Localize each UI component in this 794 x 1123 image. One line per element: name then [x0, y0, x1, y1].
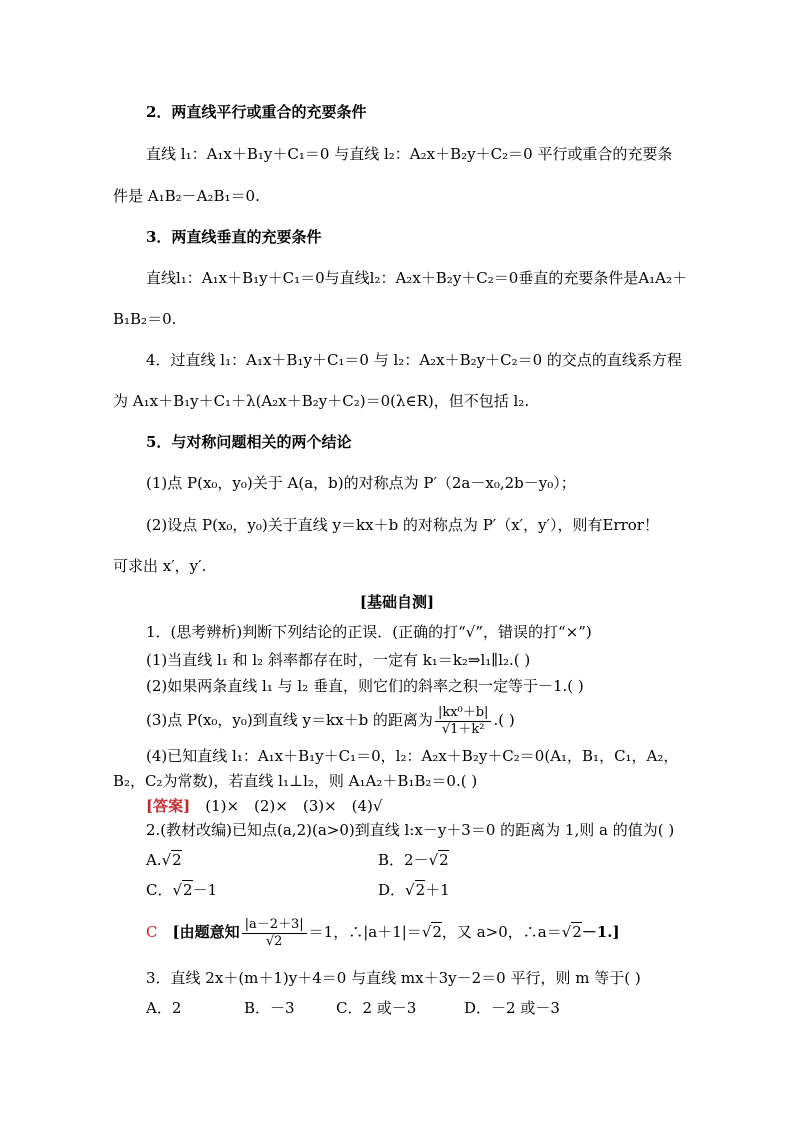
- answer-text: (1)× (2)× (3)× (4)√: [205, 797, 383, 815]
- q2-solution-mid: ＝1，∴|a＋1|＝: [308, 923, 422, 941]
- q1-s3-radicand: 1＋k²: [450, 721, 485, 737]
- q2-solution-sqrt-1: √2: [421, 923, 442, 941]
- q2-stem: 2.(教材改编)已知点(a,2)(a>0)到直线 l:x－y＋3＝0 的距离为 1,则 a 的值为( ): [146, 821, 675, 839]
- q1-s3-denominator: √1＋k²: [441, 721, 485, 737]
- q2-option-a-label: A.: [146, 851, 162, 869]
- section2-line2: 件是 A₁B₂－A₂B₁＝0.: [113, 187, 260, 205]
- q3-option-b: B．－3: [244, 999, 295, 1017]
- q1-answer: [146, 796, 382, 816]
- q3-option-c: C．2 或－3: [336, 999, 417, 1017]
- q2-option-a-sqrt: √2: [161, 851, 182, 869]
- self-test-title: [基础自测]: [359, 593, 435, 611]
- q2-option-c: [146, 880, 217, 900]
- section5-item2-cont: 可求出 x′，y′.: [113, 557, 207, 575]
- q2-solution-sqrt-2: √2: [561, 923, 582, 941]
- section3-line2: B₁B₂＝0.: [113, 310, 177, 328]
- q2-option-c-radicand: 2: [183, 881, 193, 899]
- q2-option-b: [378, 850, 449, 870]
- q2-option-b-radicand: 2: [439, 851, 449, 869]
- q2-solution-numerator: |a－2＋3|: [242, 917, 307, 934]
- q3-stem: 3．直线 2x＋(m＋1)y＋4＝0 与直线 mx＋3y－2＝0 平行，则 m 等于( ): [146, 969, 641, 987]
- section5-heading: 5．与对称问题相关的两个结论: [146, 433, 352, 451]
- q3-option-d: D．－2 或－3: [464, 999, 560, 1017]
- section5-item2: (2)设点 P(x₀，y₀)关于直线 y＝kx＋b 的对称点为 P′（x′，y′），则有Error！: [146, 516, 659, 534]
- q1-s3-prefix: (3)点 P(x₀，y₀)到直线 y＝kx＋b 的距离为: [146, 711, 433, 729]
- q2-solution-mid2: ，又 a>0，∴a＝: [441, 923, 562, 941]
- q1-statement-3: [146, 702, 515, 738]
- q2-solution-radicand-1: 2: [432, 923, 442, 941]
- q2-option-a-radicand: 2: [172, 851, 182, 869]
- q2-solution-suffix: －1.]: [581, 923, 620, 941]
- section3-heading: 3．两直线垂直的充要条件: [146, 228, 322, 246]
- q1-statement-1: (1)当直线 l₁ 和 l₂ 斜率都存在时，一定有 k₁＝k₂⇒l₁∥l₂.( ): [146, 651, 531, 669]
- q2-solution-fraction: [242, 917, 307, 950]
- section3-line1: 直线l₁：A₁x＋B₁y＋C₁＝0与直线l₂：A₂x＋B₂y＋C₂＝0垂直的充要条件是A₁A₂＋: [146, 269, 688, 287]
- q2-option-c-suffix: －1: [192, 881, 218, 899]
- q2-option-a: [146, 850, 182, 870]
- q2-solution-den-radicand: 2: [274, 933, 283, 949]
- q1-statement-4a: (4)已知直线 l₁：A₁x＋B₁y＋C₁＝0，l₂：A₂x＋B₂y＋C₂＝0(A₁，B₁，C₁，A₂，: [146, 747, 679, 765]
- q1-s3-suffix: .( ): [493, 711, 515, 729]
- q2-answer-letter: C: [146, 923, 158, 941]
- q2-option-d-suffix: ＋1: [425, 881, 450, 899]
- q2-option-d-sqrt: √2: [405, 881, 426, 899]
- section4-line2: 为 A₁x＋B₁y＋C₁＋λ(A₂x＋B₂y＋C₂)＝0(λ∈R)，但不包括 l₂.: [113, 392, 530, 410]
- q3-option-a: A．2: [146, 999, 182, 1017]
- section5-item1: (1)点 P(x₀，y₀)关于 A(a，b)的对称点为 P′（2a－x₀,2b－y₀）；: [146, 474, 576, 492]
- q1-s3-fraction: [435, 705, 492, 738]
- q2-solution-denominator: √2: [265, 933, 283, 949]
- q1-statement-4b: B₂，C₂为常数)，若直线 l₁⊥l₂，则 A₁A₂＋B₁B₂＝0.( ): [113, 772, 478, 790]
- q1-statement-2: (2)如果两条直线 l₁ 与 l₂ 垂直，则它们的斜率之积一定等于－1.( ): [146, 677, 584, 695]
- q2-option-d-radicand: 2: [415, 881, 426, 899]
- answer-label: [答案]: [146, 797, 191, 815]
- q1-s3-numerator: |kx⁰＋b|: [435, 705, 492, 722]
- q2-solution-prefix: [由题意知: [172, 923, 240, 941]
- section2-heading: 2．两直线平行或重合的充要条件: [146, 103, 367, 121]
- q1-stem: 1．(思考辨析)判断下列结论的正误．(正确的打“√”，错误的打“×”): [146, 623, 592, 641]
- section4-line1: 4．过直线 l₁：A₁x＋B₁y＋C₁＝0 与 l₂：A₂x＋B₂y＋C₂＝0 的交点的直线系方程: [146, 351, 682, 369]
- q2-solution: [146, 914, 620, 950]
- q2-solution-radicand-2: 2: [572, 923, 582, 941]
- q2-option-b-sqrt: √2: [428, 851, 449, 869]
- q2-option-c-sqrt: √2: [172, 881, 193, 899]
- section2-line1: 直线 l₁：A₁x＋B₁y＋C₁＝0 与直线 l₂：A₂x＋B₂y＋C₂＝0 平行或重合的充要条: [146, 145, 673, 163]
- q2-option-c-label: C．: [146, 881, 173, 899]
- q2-option-b-label: B．2－: [378, 851, 429, 869]
- q2-option-d: [378, 880, 450, 900]
- q2-option-d-label: D．: [378, 881, 406, 899]
